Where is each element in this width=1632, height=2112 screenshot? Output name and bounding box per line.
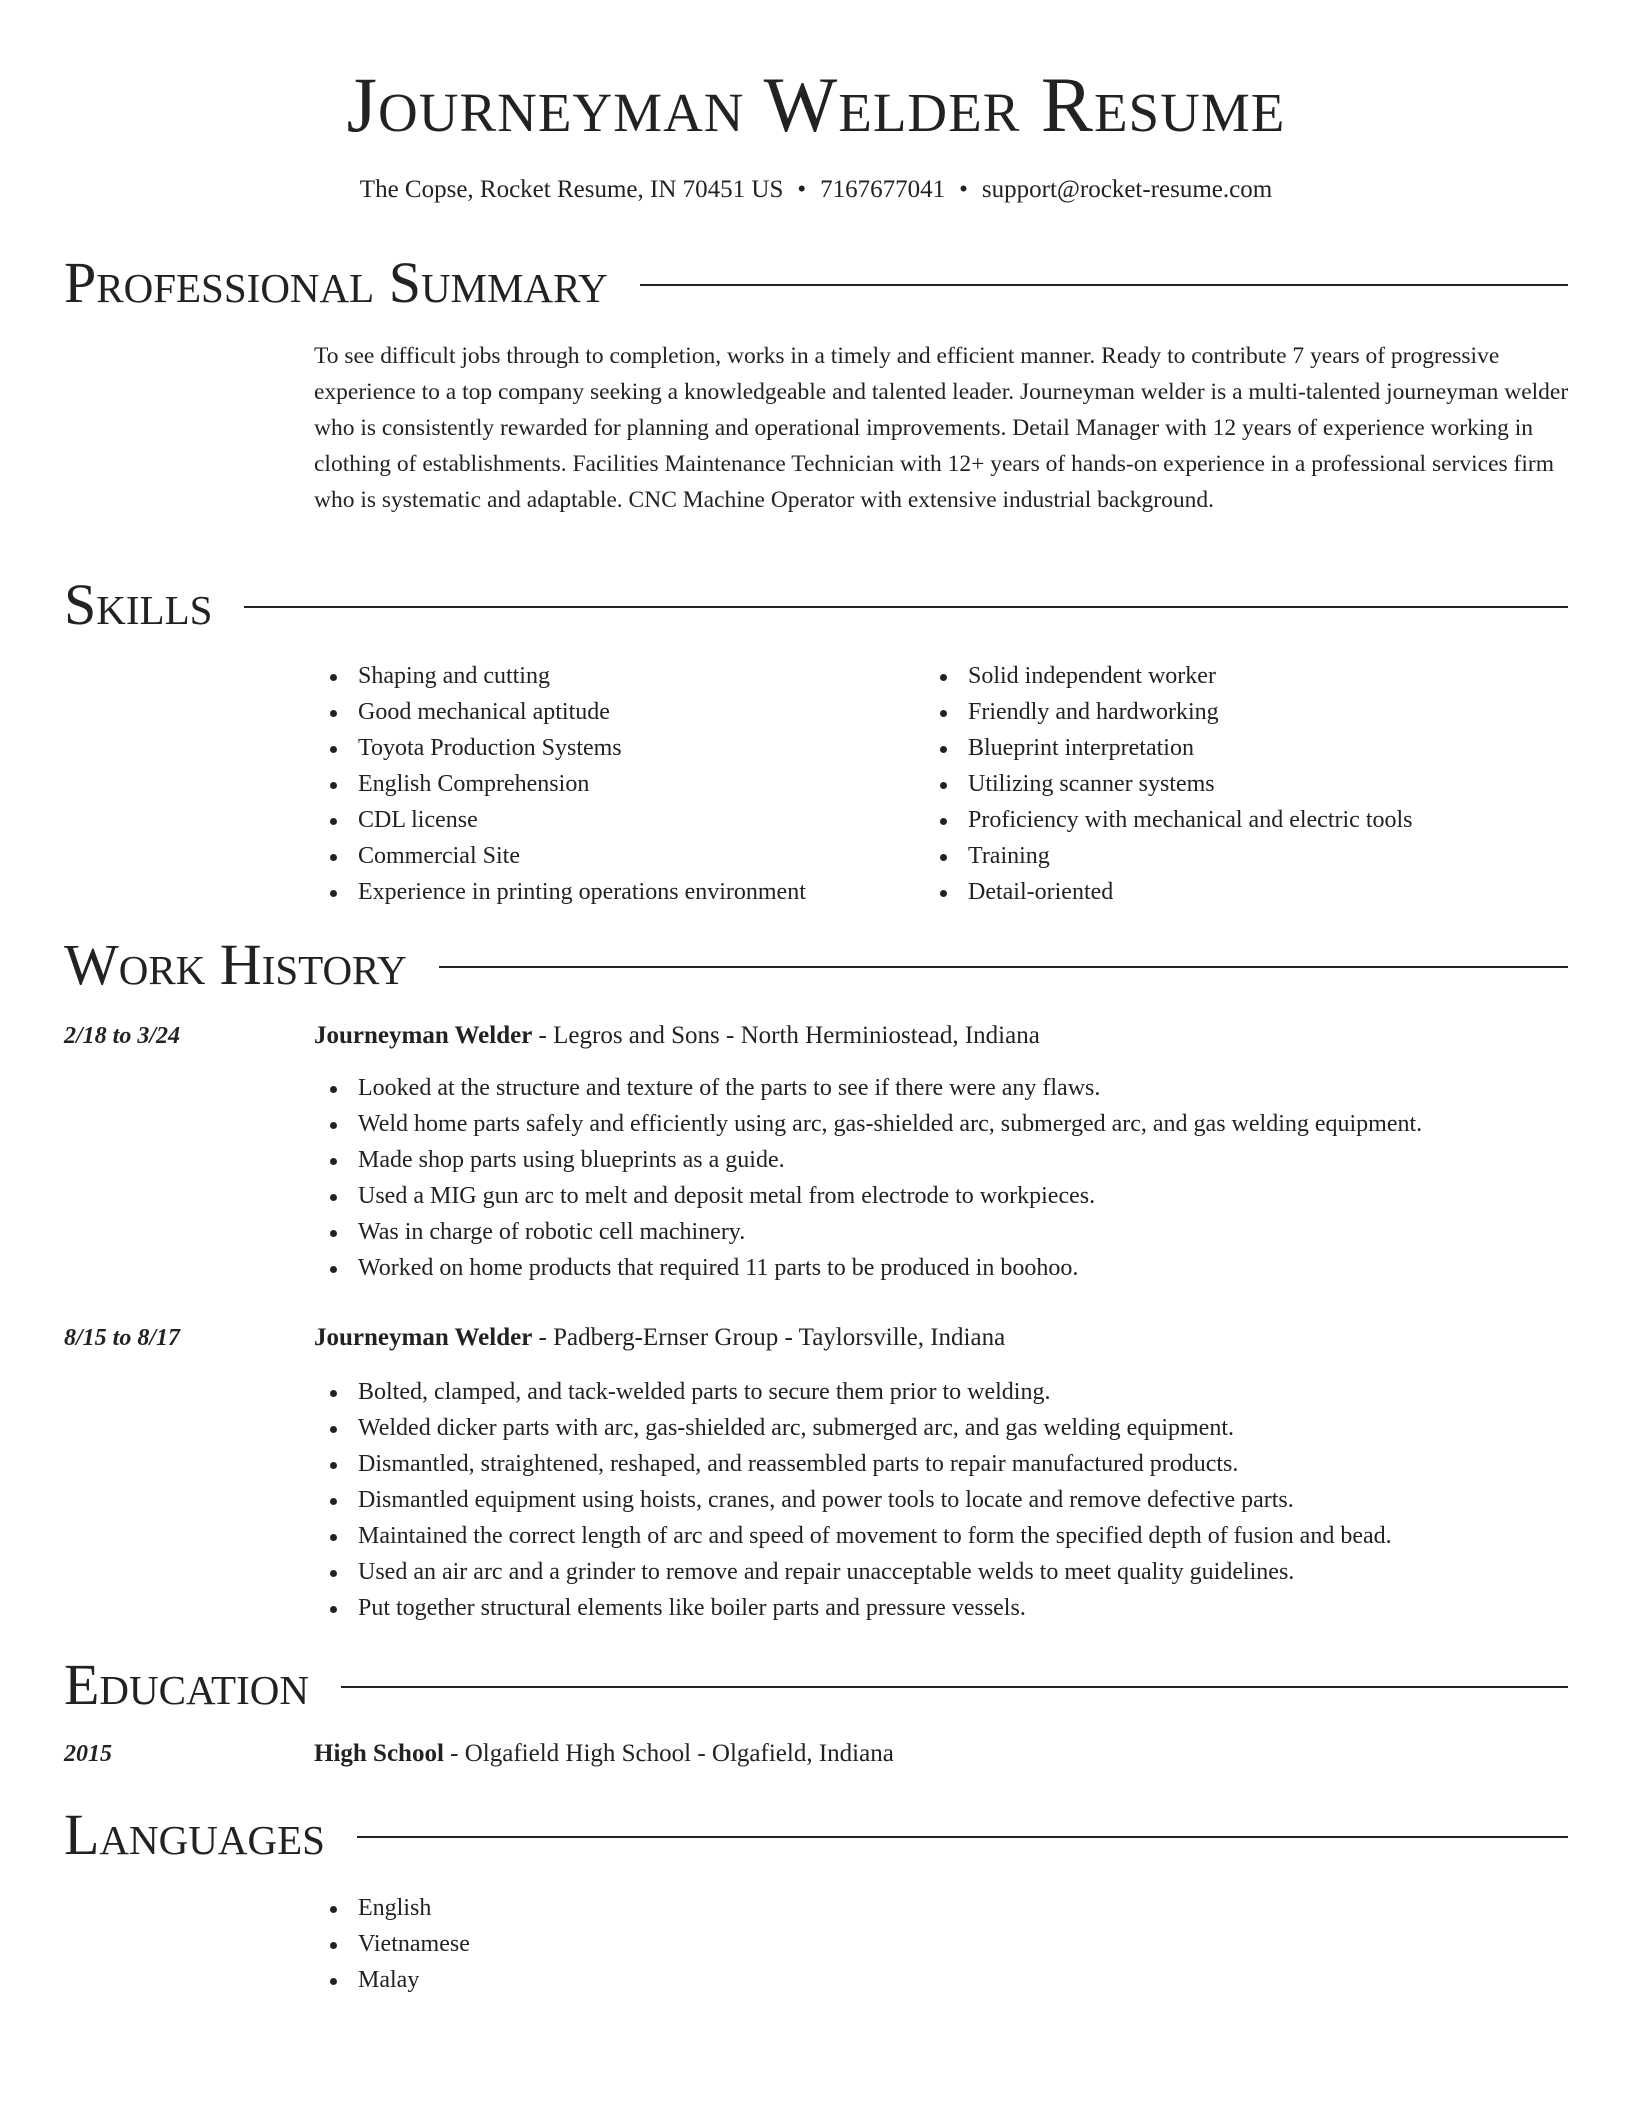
section-heading-summary	[64, 248, 1568, 318]
job-dates: 2/18 to 3/24	[64, 1023, 181, 1049]
skill-item: Experience in printing operations environment	[314, 874, 914, 910]
contact-phone: 7167677041	[820, 176, 946, 203]
section-divider	[357, 1836, 1568, 1838]
skills-list-right	[924, 658, 1564, 910]
skill-item: Good mechanical aptitude	[314, 694, 914, 730]
contact-separator: •	[797, 176, 807, 203]
skills-list-left	[314, 658, 914, 910]
contact-email: support@rocket-resume.com	[981, 176, 1273, 203]
job-title: Journeyman Welder	[314, 1324, 533, 1351]
skill-item: Shaping and cutting	[314, 658, 914, 694]
duty-item: Bolted, clamped, and tack-welded parts to secure them prior to welding.	[314, 1374, 1570, 1410]
skill-item: Toyota Production Systems	[314, 730, 914, 766]
skill-item: Friendly and hardworking	[924, 694, 1564, 730]
duty-item: Looked at the structure and texture of the parts to see if there were any flaws.	[314, 1070, 1570, 1106]
skill-item: Blueprint interpretation	[924, 730, 1564, 766]
job-heading	[314, 1018, 1040, 1054]
duty-item: Used an air arc and a grinder to remove and repair unacceptable welds to meet quality guidelines.	[314, 1554, 1570, 1590]
job-dates: 8/15 to 8/17	[64, 1325, 181, 1351]
duty-item: Welded dicker parts with arc, gas-shielded arc, submerged arc, and gas welding equipment.	[314, 1410, 1570, 1446]
job-employer: - Padberg-Ernser Group - Taylorsville, Indiana	[532, 1324, 1006, 1351]
job-duties-list	[314, 1374, 1570, 1626]
section-heading-skills	[64, 570, 1568, 640]
summary-text: To see difficult jobs through to completion, works in a timely and efficient manner. Ready to contribute 7 years of progressive experience to a top company seeking a knowledgeable and talented leader. Journeyman welder is a multi-talented journeyman welder who is consistently rewarded for planning and operational improvements. Detail Manager with 12 years of experience working in clothing of establishments. Facilities Maintenance Technician with 12+ years of hands-on experience in a professional services firm who is systematic and adaptable. CNC Machine Operator with extensive industrial background.	[314, 343, 1569, 513]
skill-item: English Comprehension	[314, 766, 914, 802]
duty-item: Was in charge of robotic cell machinery.	[314, 1214, 1570, 1250]
skill-item: Proficiency with mechanical and electric tools	[924, 802, 1564, 838]
duty-item: Put together structural elements like boiler parts and pressure vessels.	[314, 1590, 1570, 1626]
contact-line	[0, 174, 1632, 206]
language-item: Malay	[314, 1962, 914, 1998]
section-divider	[341, 1686, 1568, 1688]
job-duties-list	[314, 1070, 1570, 1286]
duty-item: Dismantled equipment using hoists, cranes, and power tools to locate and remove defective parts.	[314, 1482, 1570, 1518]
job-heading	[314, 1320, 1005, 1356]
language-item: Vietnamese	[314, 1926, 914, 1962]
job-employer: - Legros and Sons - North Herminiostead, Indiana	[532, 1022, 1040, 1049]
skill-item: Utilizing scanner systems	[924, 766, 1564, 802]
section-heading-education	[64, 1650, 1568, 1720]
contact-address: The Copse, Rocket Resume, IN 70451 US	[359, 176, 784, 203]
section-divider	[244, 606, 1568, 608]
education-degree: High School	[314, 1740, 444, 1767]
skill-item: Training	[924, 838, 1564, 874]
section-heading-work-history	[64, 930, 1568, 1000]
duty-item: Made shop parts using blueprints as a guide.	[314, 1142, 1570, 1178]
section-divider	[439, 966, 1568, 968]
duty-item: Dismantled, straightened, reshaped, and reassembled parts to repair manufactured products.	[314, 1446, 1570, 1482]
language-item: English	[314, 1890, 914, 1926]
skill-item: Solid independent worker	[924, 658, 1564, 694]
section-title: Work History	[64, 932, 407, 997]
skill-item: Commercial Site	[314, 838, 914, 874]
resume-title: Journeyman Welder Resume	[346, 61, 1286, 148]
education-heading	[314, 1736, 894, 1772]
section-title: Professional Summary	[64, 250, 608, 315]
job-title: Journeyman Welder	[314, 1022, 533, 1049]
contact-separator: •	[959, 176, 968, 203]
duty-item: Used a MIG gun arc to melt and deposit metal from electrode to workpieces.	[314, 1178, 1570, 1214]
skill-item: CDL license	[314, 802, 914, 838]
section-title: Languages	[64, 1802, 325, 1867]
section-heading-languages	[64, 1800, 1568, 1870]
duty-item: Weld home parts safely and efficiently using arc, gas-shielded arc, submerged arc, and gas welding equipment.	[314, 1106, 1570, 1142]
duty-item: Worked on home products that required 11 parts to be produced in boohoo.	[314, 1250, 1570, 1286]
section-divider	[640, 284, 1568, 286]
skill-item: Detail-oriented	[924, 874, 1564, 910]
education-school: - Olgafield High School - Olgafield, Indiana	[443, 1740, 894, 1767]
education-year: 2015	[64, 1741, 112, 1767]
section-title: Skills	[64, 572, 213, 637]
languages-list	[314, 1890, 914, 1998]
duty-item: Maintained the correct length of arc and speed of movement to form the specified depth of fusion and bead.	[314, 1518, 1570, 1554]
section-title: Education	[64, 1652, 309, 1717]
